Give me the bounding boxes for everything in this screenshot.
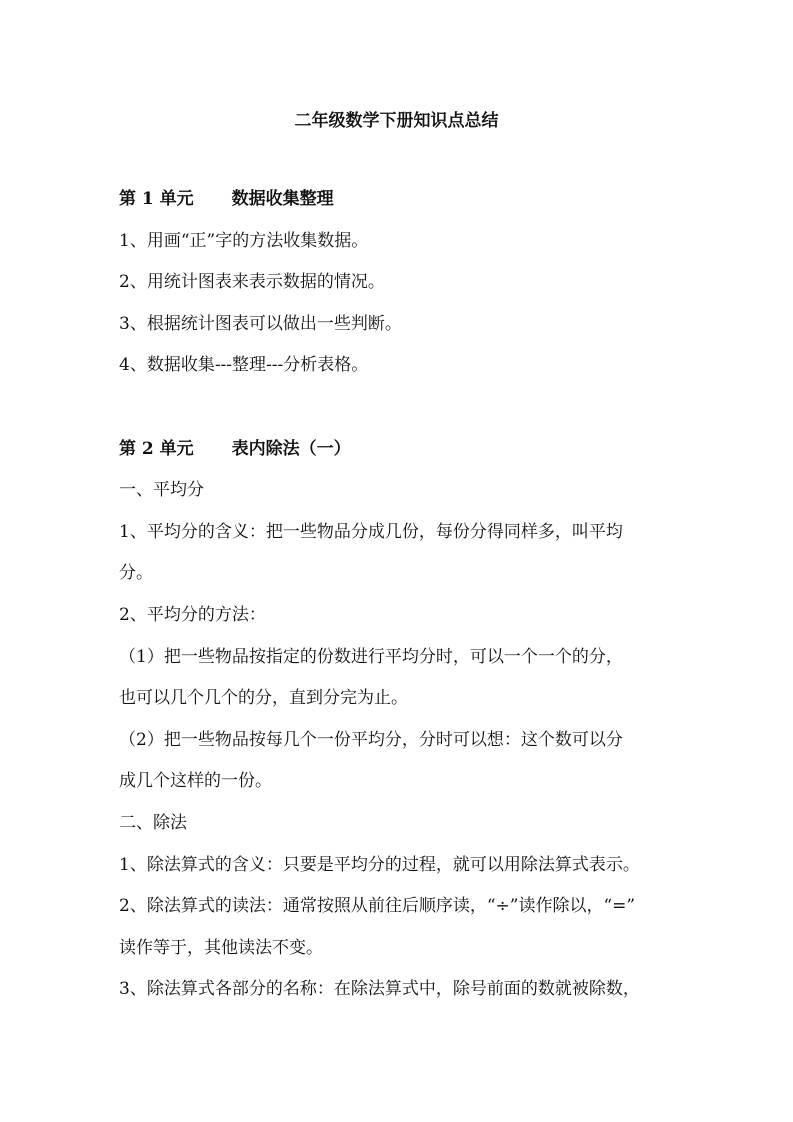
paragraph-line: （2）把一些物品按每几个一份平均分，分时可以想：这个数可以分 <box>119 729 623 750</box>
section-heading: 二、除法 <box>119 812 187 833</box>
document-title: 二年级数学下册知识点总结 <box>294 111 499 131</box>
paragraph-line: 2、用统计图表来表示数据的情况。 <box>119 272 385 293</box>
paragraph-line: 也可以几个几个的分，直到分完为止。 <box>119 688 408 709</box>
unit-name: 表内除法（一） <box>231 438 351 459</box>
paragraph-line: 分。 <box>119 563 153 584</box>
unit-1-heading <box>119 179 719 221</box>
paragraph-line: 4、数据收集---整理---分析表格。 <box>119 355 369 376</box>
paragraph-line: 成几个这样的一份。 <box>119 771 272 792</box>
section-heading: 一、平均分 <box>119 480 204 501</box>
unit-label: 第 1 单元 <box>119 189 194 209</box>
paragraph-line: （1）把一些物品按指定的份数进行平均分时，可以一个一个的分， <box>119 646 623 667</box>
paragraph-line: 3、除法算式各部分的名称：在除法算式中，除号前面的数就被除数， <box>119 979 640 1000</box>
paragraph-line: 3、根据统计图表可以做出一些判断。 <box>119 313 402 334</box>
document-body <box>119 179 719 1011</box>
unit-2-heading <box>119 429 719 471</box>
paragraph-line: 读作等于，其他读法不变。 <box>119 937 323 958</box>
paragraph-line: 1、用画“正”字的方法收集数据。 <box>119 230 369 251</box>
paragraph-line: 1、除法算式的含义：只要是平均分的过程，就可以用除法算式表示。 <box>119 854 640 875</box>
unit-name: 数据收集整理 <box>231 189 334 209</box>
paragraph-line: 2、除法算式的读法：通常按照从前往后顺序读，“÷”读作除以，“=” <box>119 896 636 917</box>
unit-label: 第 2 单元 <box>119 438 194 459</box>
paragraph-line: 2、平均分的方法： <box>119 604 266 625</box>
paragraph-line: 1、平均分的含义：把一些物品分成几份，每份分得同样多，叫平均 <box>119 521 623 542</box>
spacer <box>119 387 719 429</box>
